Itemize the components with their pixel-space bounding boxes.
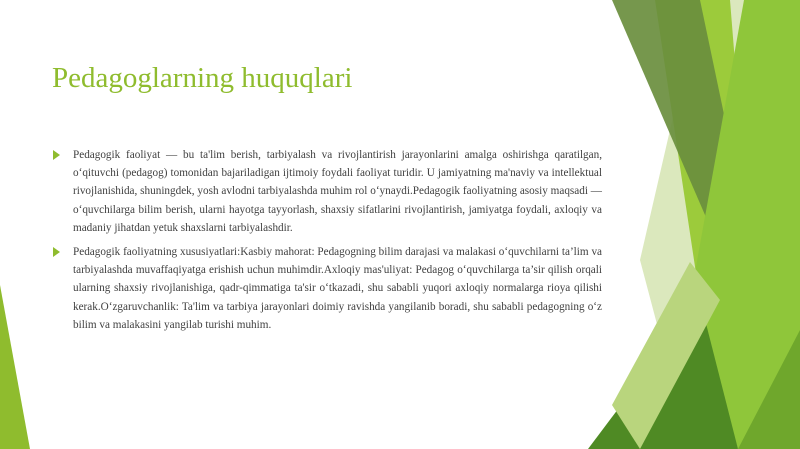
triangle-bullet-icon — [53, 247, 60, 257]
bullet-text: Pedagogik faoliyatning xususiyatlari:Kasbiy mahorat: Pedagogning bilim darajasi va malakasi o‘quvchilarni ta’lim va tarbiyalashda muvaffaqiyatga erishish uchun muhimdir.Axloqiy mas'uliyat: Pedagog o‘quvchilarga ta’sir qilish orqali ularning shaxsiy rivojlanishiga, qadr-qimmatiga ta'sir o‘tkazadi, shu sababli yuqori axloqiy normalarga rioya qilishi kerak.O‘zgaruvchanlik: Ta'lim va tarbiya jarayonlari doimiy ravishda yangilanib boradi, shu sababli pedagogning o‘z bilim va malakasini yangilab turishi muhim. — [73, 246, 602, 331]
bullet-list — [52, 146, 602, 340]
triangle-bullet-icon — [53, 150, 60, 160]
slide-title: Pedagoglarning huquqlari — [52, 62, 353, 94]
bullet-item — [52, 243, 602, 334]
bullet-item — [52, 146, 602, 237]
decor-left-corner — [0, 285, 30, 449]
bullet-text: Pedagogik faoliyat — bu ta'lim berish, tarbiyalash va rivojlantirish jarayonlarini amalga oshirishga qaratilgan, o‘qituvchi (pedagog) tomonidan bajariladigan ijtimoiy foydali faoliyat turidir. U jamiyatning ma'naviy va intellektual rivojlanishida, shuningdek, yosh avlodni tarbiyalashda muhim rol o‘ynaydi.Pedagogik faoliyatning asosiy maqsadi — o‘quvchilarga bilim berish, ularni hayotga tayyorlash, shaxsiy sifatlarini rivojlantirish, jamiyatga foydali, axloqiy va madaniy jihatdan yetuk shaxslarni tarbiyalashdir. — [73, 149, 602, 234]
